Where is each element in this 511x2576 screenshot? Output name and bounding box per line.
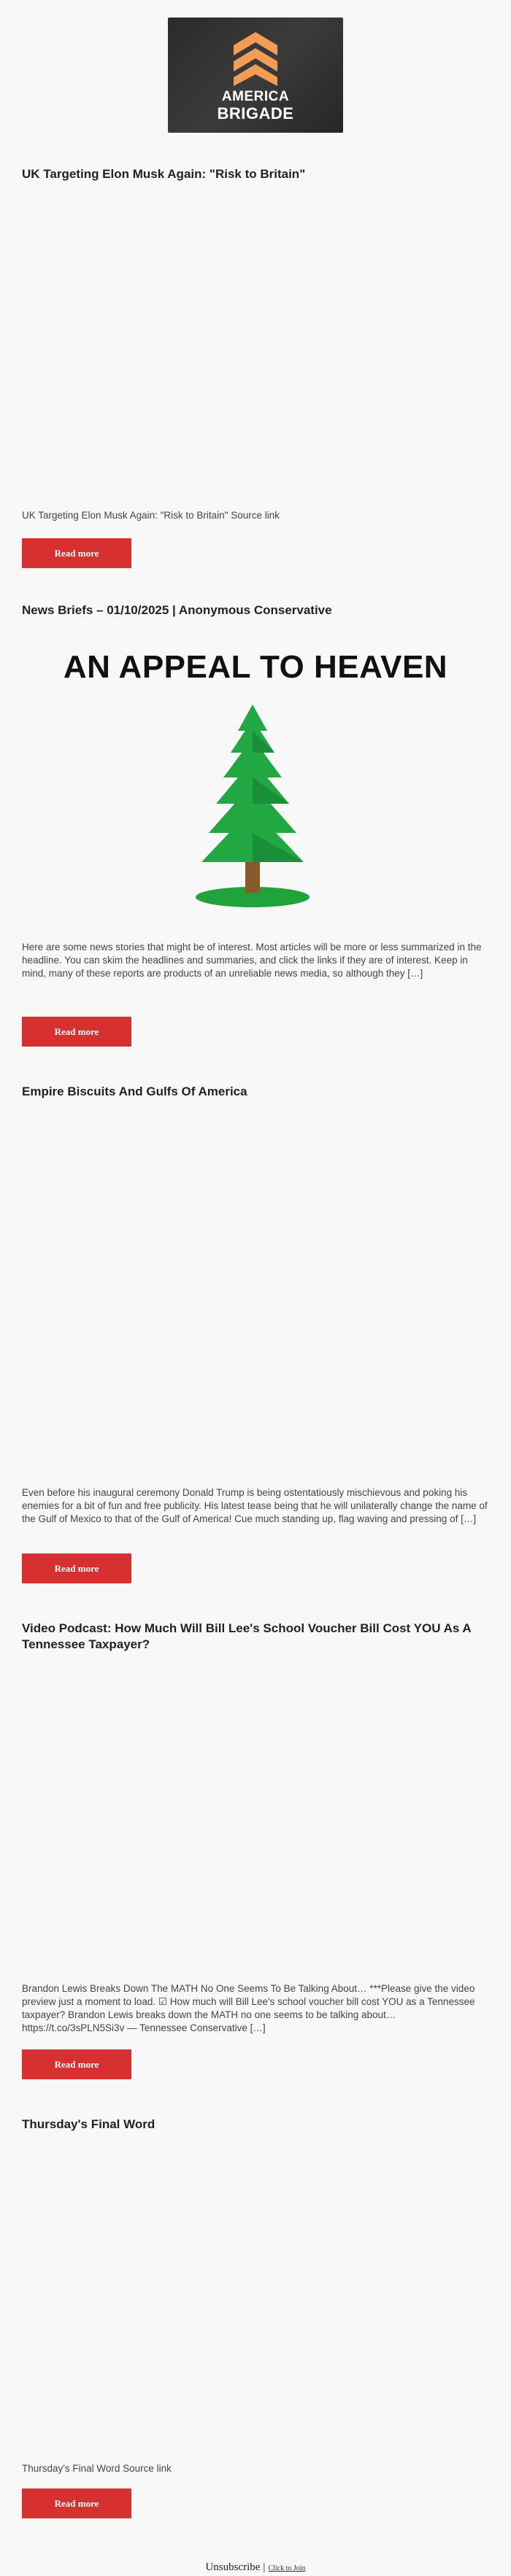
post-title[interactable]: Video Podcast: How Much Will Bill Lee's School Voucher Bill Cost YOU As A Tennessee Taxpayer? xyxy=(22,1621,472,1651)
post-image-placeholder xyxy=(22,2141,489,2455)
logo-line-2: BRIGADE xyxy=(217,104,294,123)
post-excerpt: Here are some news stories that might be of interest. Most articles will be more or less summarized in the headline. You can skim the headlines and summaries, and click the links if they are of interest. Keep in mind, many of these reports are products of an unreliable news media, so although they […] xyxy=(22,942,482,979)
read-more-button[interactable]: Read more xyxy=(22,1017,131,1047)
post-image-placeholder xyxy=(22,191,489,497)
post-title[interactable]: Thursday's Final Word xyxy=(22,2117,155,2131)
post-excerpt: Even before his inaugural ceremony Donald Trump is being ostentatiously mischievous and poking his enemies for a bit of fun and free publicity. His latest tease being that he will unilaterally change the name of the Gulf of Mexico to that of the Gulf of America! Cue much standing up, flag waving and pressing of […] xyxy=(22,1487,488,1524)
brand-logo xyxy=(168,18,343,133)
email-footer xyxy=(0,2561,511,2574)
footer-separator: | xyxy=(263,2561,266,2573)
post-excerpt: Thursday's Final Word Source link xyxy=(22,2463,172,2474)
image-heading: AN APPEAL TO HEAVEN xyxy=(63,649,448,685)
logo-line-1: AMERICA xyxy=(221,89,290,104)
click-to-join-link[interactable]: Click to Join xyxy=(268,2564,306,2572)
post-image-placeholder xyxy=(22,1109,489,1473)
read-more-button[interactable]: Read more xyxy=(22,538,131,568)
post-excerpt: Brandon Lewis Breaks Down The MATH No One Seems To Be Talking About… ***Please give the video preview just a moment to load. ☑ How much will Bill Lee's school voucher bill cost YOU as a Tennessee taxpayer? Brandon Lewis breaks down the MATH no one seems to be talking about… https://t.co/3sPLN5Si3v — Tennessee Conservative […] xyxy=(22,1983,475,2033)
read-more-button[interactable]: Read more xyxy=(22,2488,131,2518)
post-excerpt: UK Targeting Elon Musk Again: "Risk to Britain" Source link xyxy=(22,510,280,521)
read-more-button[interactable]: Read more xyxy=(22,2049,131,2079)
read-more-button[interactable]: Read more xyxy=(22,1553,131,1583)
post-image-appeal-to-heaven xyxy=(22,629,489,920)
unsubscribe-link[interactable]: Unsubscribe xyxy=(205,2561,261,2573)
post-title[interactable]: UK Targeting Elon Musk Again: "Risk to Britain" xyxy=(22,167,306,181)
post-title[interactable]: Empire Biscuits And Gulfs Of America xyxy=(22,1085,247,1098)
post-image-placeholder xyxy=(22,1663,489,1969)
post-title[interactable]: News Briefs – 01/10/2025 | Anonymous Conservative xyxy=(22,603,332,617)
pine-tree-icon xyxy=(22,629,489,920)
